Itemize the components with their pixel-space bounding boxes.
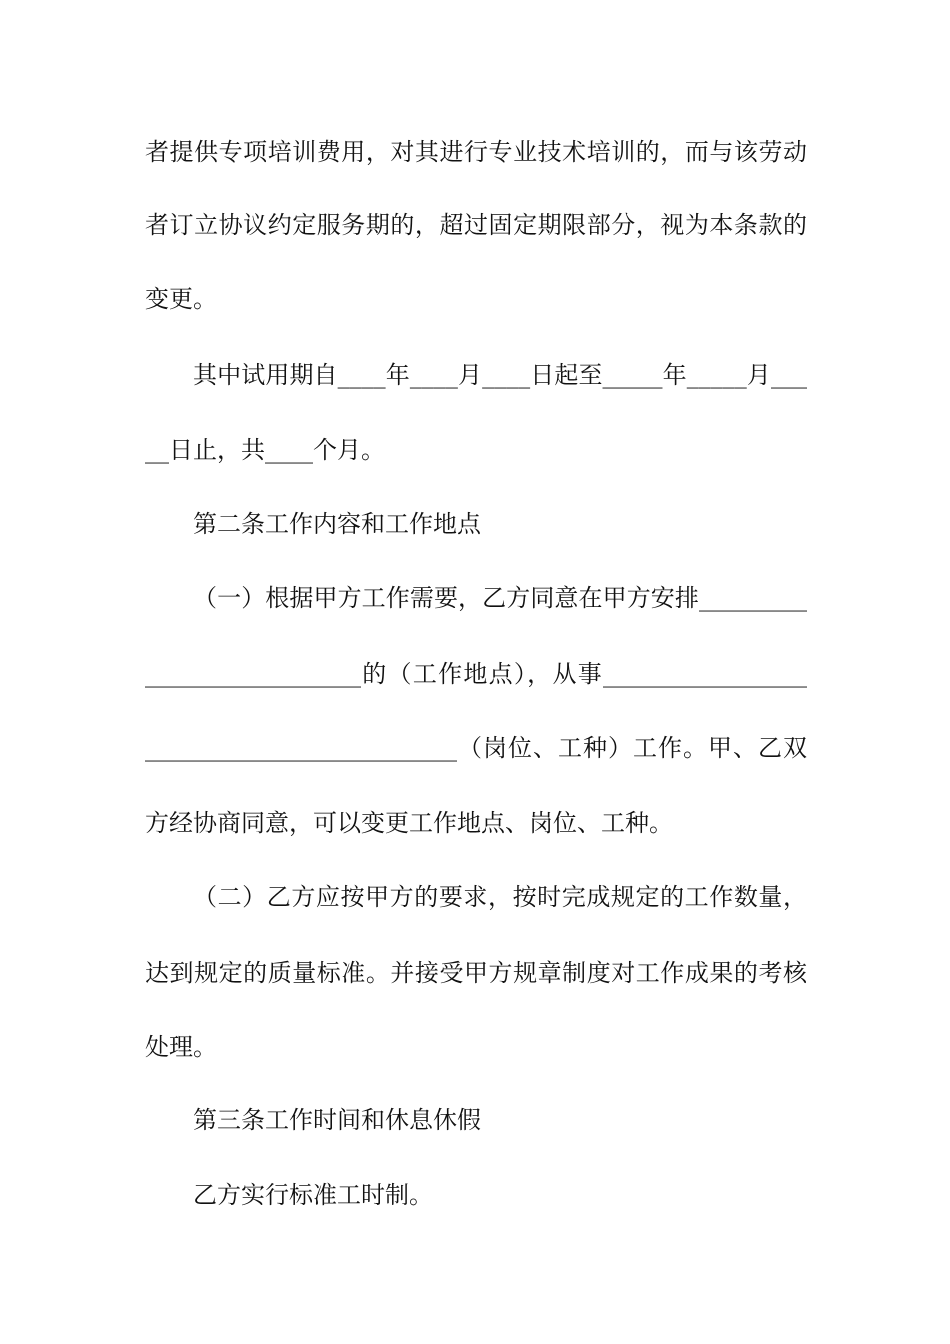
text-line-4: 其中试用期自____年____月____日起至_____年_____月___ [193, 361, 807, 389]
section-heading-article-3: 第三条工作时间和休息休假 [193, 1106, 481, 1134]
text-line-12: 达到规定的质量标准。并接受甲方规章制度对工作成果的考核 [145, 959, 807, 987]
text-line-10: 方经协商同意，可以变更工作地点、岗位、工种。 [145, 809, 673, 837]
text-line-15: 乙方实行标准工时制。 [193, 1181, 433, 1209]
text-line-1: 者提供专项培训费用，对其进行专业技术培训的，而与该劳动 [145, 138, 807, 166]
text-line-8: __________________的（工作地点），从事_________________ [145, 660, 807, 688]
text-line-2: 者订立协议约定服务期的，超过固定期限部分，视为本条款的 [145, 211, 807, 239]
text-line-3: 变更。 [145, 285, 217, 313]
text-line-9: __________________________（岗位、工种）工作。甲、乙双 [145, 734, 807, 762]
text-line-13: 处理。 [145, 1033, 217, 1061]
section-heading-article-2: 第二条工作内容和工作地点 [193, 510, 481, 538]
text-line-7: （一）根据甲方工作需要，乙方同意在甲方安排_________ [193, 584, 807, 612]
text-line-11: （二）乙方应按甲方的要求，按时完成规定的工作数量， [193, 883, 807, 911]
text-line-5: __日止，共____个月。 [145, 436, 385, 464]
